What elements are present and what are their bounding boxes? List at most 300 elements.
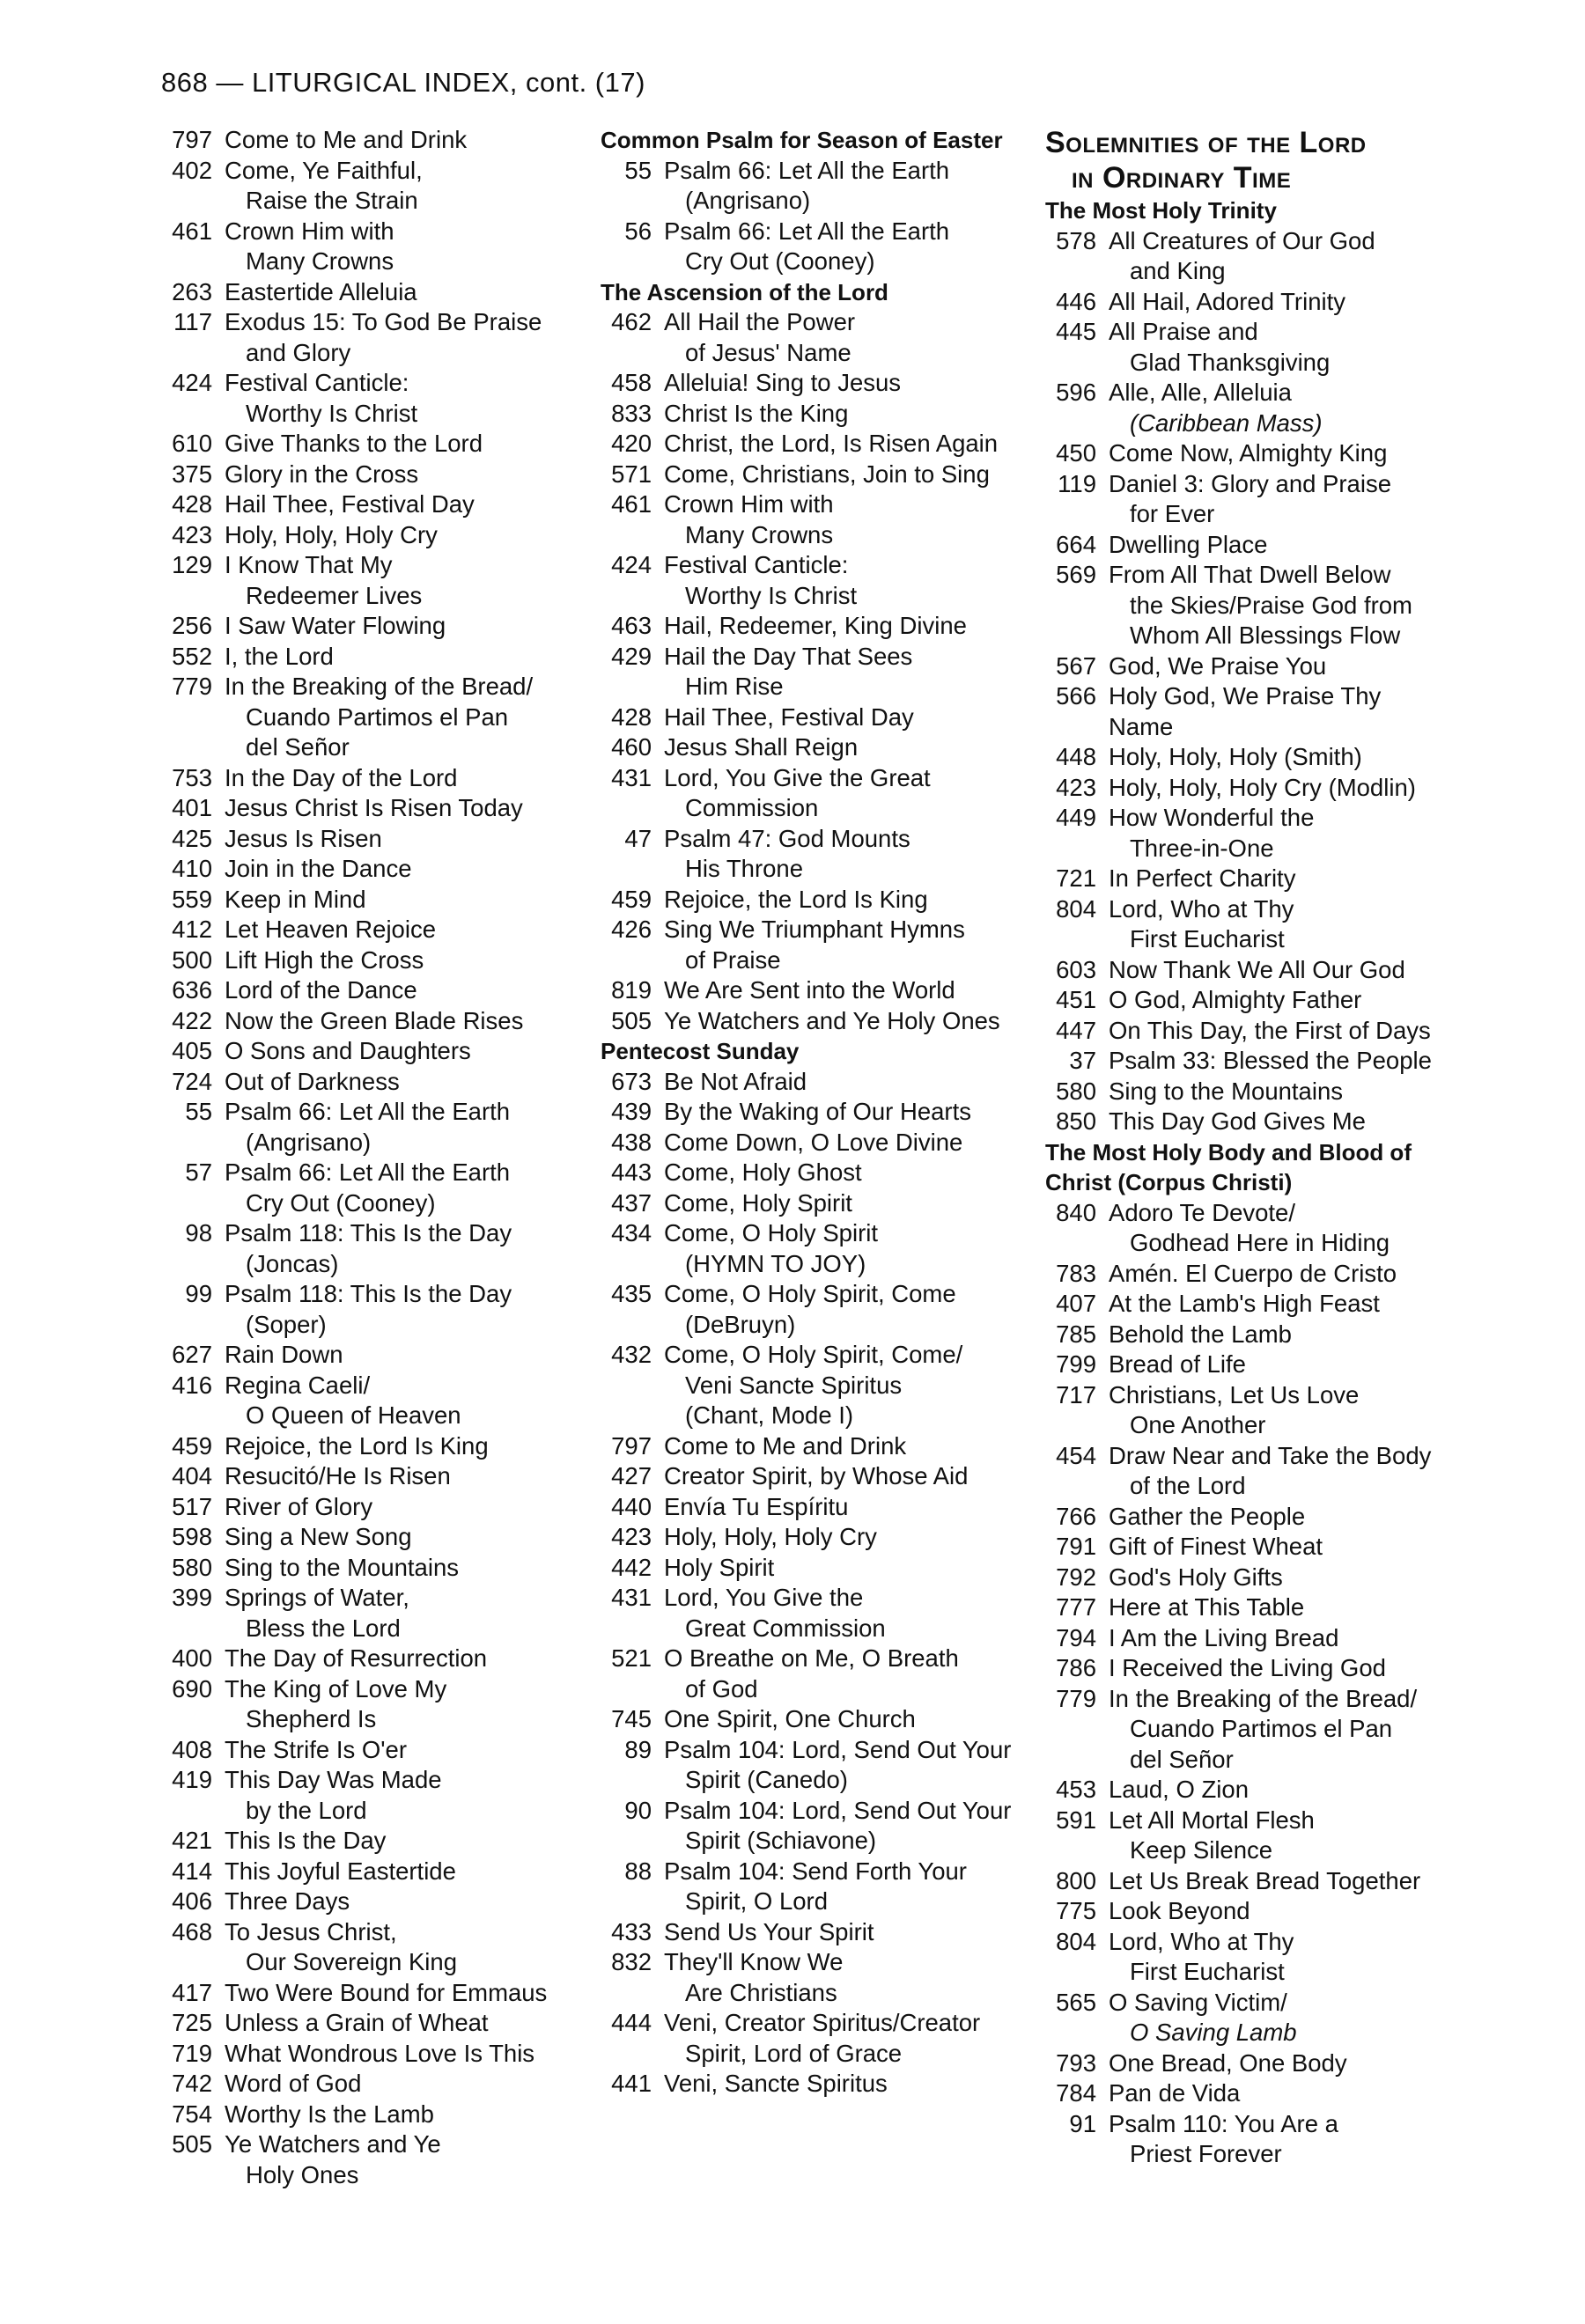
hymn-number: 448 bbox=[1056, 743, 1096, 770]
index-entry bbox=[161, 1461, 575, 1492]
hymn-title-line: Alleluia! Sing to Jesus bbox=[664, 369, 902, 396]
hymn-title-continuation: Spirit (Schiavone) bbox=[685, 1827, 877, 1854]
hymn-number: 460 bbox=[611, 733, 652, 761]
index-entry bbox=[161, 1006, 575, 1037]
hymn-title-continuation: of Praise bbox=[685, 945, 781, 974]
index-entry bbox=[601, 1097, 1023, 1128]
hymn-title bbox=[664, 1431, 1023, 1462]
index-entry bbox=[161, 2129, 575, 2190]
hymn-title-line: Come to Me and Drink bbox=[225, 126, 468, 153]
hymn-number: 719 bbox=[172, 2039, 212, 2067]
index-entry bbox=[1045, 1866, 1441, 1897]
hymn-title bbox=[1109, 530, 1434, 561]
hymn-title bbox=[664, 1340, 1023, 1431]
hymn-title-line: In Perfect Charity bbox=[1109, 864, 1296, 892]
index-entry bbox=[601, 915, 1023, 975]
hymn-title-line: Exodus 15: To God Be Praise bbox=[225, 308, 542, 335]
index-entry bbox=[1045, 378, 1441, 438]
hymn-number: 833 bbox=[611, 399, 652, 427]
hymn-title bbox=[225, 1067, 575, 1098]
index-entry bbox=[1045, 1623, 1441, 1654]
index-entry bbox=[601, 399, 1023, 430]
hymn-title-line: Adoro Te Devote/ bbox=[1109, 1198, 1295, 1226]
hymn-number: 724 bbox=[172, 1067, 212, 1095]
section-title-line-2: in Ordinary Time bbox=[1072, 161, 1292, 195]
hymn-title bbox=[1109, 1927, 1434, 1988]
hymn-title bbox=[225, 550, 575, 611]
hymn-number: 442 bbox=[611, 1553, 652, 1581]
hymn-title-line: Rejoice, the Lord Is King bbox=[225, 1431, 489, 1460]
hymn-title-line: Alle, Alle, Alleluia bbox=[1109, 379, 1292, 406]
hymn-title bbox=[664, 1704, 1023, 1735]
hymn-title-line: The Strife Is O'er bbox=[225, 1735, 407, 1763]
hymn-number: 458 bbox=[611, 369, 652, 396]
hymn-title bbox=[664, 915, 1023, 975]
hymn-title-line: Ye Watchers and Ye Holy Ones bbox=[664, 1006, 1000, 1034]
hymn-title bbox=[1109, 1532, 1434, 1563]
hymn-title-line: Lord, You Give the Great bbox=[664, 763, 931, 791]
hymn-title bbox=[225, 1857, 575, 1887]
hymn-number: 129 bbox=[172, 551, 212, 578]
hymn-title-line: Gift of Finest Wheat bbox=[1109, 1533, 1323, 1560]
hymn-title bbox=[1109, 773, 1434, 804]
hymn-number: 804 bbox=[1056, 894, 1096, 923]
hymn-title bbox=[225, 460, 575, 490]
hymn-title-line: Let All Mortal Flesh bbox=[1109, 1806, 1315, 1834]
hymn-title bbox=[225, 915, 575, 945]
hymn-number: 375 bbox=[172, 460, 212, 488]
hymn-title-continuation: Veni Sancte Spiritus bbox=[685, 1371, 903, 1399]
hymn-title-continuation: His Throne bbox=[685, 855, 803, 882]
hymn-title bbox=[225, 2039, 575, 2070]
hymn-title-line: Lift High the Cross bbox=[225, 945, 424, 974]
hymn-title-line: Psalm 66: Let All the Earth bbox=[225, 1098, 511, 1125]
hymn-title-continuation: (Angrisano) bbox=[685, 187, 811, 214]
hymn-title-line: Laud, O Zion bbox=[1109, 1776, 1249, 1803]
hymn-number: 400 bbox=[172, 1644, 212, 1672]
hymn-title-line: Draw Near and Take the Body bbox=[1109, 1441, 1432, 1469]
hymn-number: 461 bbox=[172, 217, 212, 245]
hymn-title-line: Keep in Mind bbox=[225, 885, 366, 913]
index-entry bbox=[161, 2008, 575, 2039]
hymn-title-line: Holy, Holy, Holy (Smith) bbox=[1109, 743, 1362, 770]
hymn-title-line: Lord of the Dance bbox=[225, 976, 417, 1004]
index-entry bbox=[1045, 1198, 1441, 1259]
hymn-title-line: Springs of Water, bbox=[225, 1584, 409, 1611]
index-entry bbox=[161, 368, 575, 429]
index-entry bbox=[1045, 864, 1441, 894]
hymn-number: 445 bbox=[1056, 318, 1096, 345]
hymn-number: 421 bbox=[172, 1827, 212, 1854]
hymn-title-continuation: Many Crowns bbox=[685, 520, 834, 548]
hymn-title bbox=[1109, 1896, 1434, 1927]
hymn-title-continuation: for Ever bbox=[1130, 500, 1215, 527]
hymn-title bbox=[1109, 378, 1434, 438]
hymn-title bbox=[225, 1218, 575, 1279]
hymn-number: 832 bbox=[611, 1948, 652, 1975]
index-entry bbox=[161, 1371, 575, 1431]
hymn-number: 446 bbox=[1056, 287, 1096, 315]
hymn-title bbox=[664, 702, 1023, 733]
hymn-title-line: They'll Know We bbox=[664, 1948, 844, 1975]
hymn-title-line: Be Not Afraid bbox=[664, 1067, 807, 1095]
hymn-title bbox=[225, 2100, 575, 2130]
hymn-title bbox=[1109, 2078, 1434, 2109]
hymn-title-continuation: Many Crowns bbox=[246, 247, 394, 275]
hymn-title bbox=[664, 1006, 1023, 1037]
page-header: 868 — LITURGICAL INDEX, cont. (17) bbox=[161, 67, 645, 98]
hymn-title-line: Out of Darkness bbox=[225, 1067, 400, 1095]
hymn-title-line: Glory in the Cross bbox=[225, 460, 419, 488]
hymn-title-continuation: Spirit, Lord of Grace bbox=[685, 2039, 903, 2067]
index-entry bbox=[601, 1857, 1023, 1917]
index-entry bbox=[1045, 469, 1441, 530]
hymn-title bbox=[225, 1978, 575, 2009]
hymn-title bbox=[664, 550, 1023, 611]
index-entry bbox=[1045, 1107, 1441, 1137]
index-entry bbox=[1045, 1259, 1441, 1290]
hymn-title-continuation: Redeemer Lives bbox=[246, 581, 423, 609]
index-entry bbox=[601, 1796, 1023, 1857]
hymn-title-continuation: Three-in-One bbox=[1130, 834, 1274, 862]
index-entry bbox=[1045, 1532, 1441, 1563]
hymn-title bbox=[1109, 1563, 1434, 1593]
hymn-title bbox=[225, 307, 575, 368]
hymn-title bbox=[225, 2008, 575, 2039]
hymn-number: 416 bbox=[172, 1371, 212, 1399]
hymn-title-continuation: O Queen of Heaven bbox=[246, 1401, 461, 1429]
index-entry bbox=[1045, 1380, 1441, 1441]
hymn-title bbox=[1109, 560, 1434, 651]
hymn-number: 443 bbox=[611, 1158, 652, 1186]
hymn-title-continuation: (Soper) bbox=[246, 1310, 327, 1338]
index-entry bbox=[1045, 894, 1441, 955]
hymn-number: 435 bbox=[611, 1280, 652, 1307]
hymn-number: 412 bbox=[172, 916, 212, 943]
hymn-title-line: On This Day, the First of Days bbox=[1109, 1016, 1431, 1044]
hymn-number: 88 bbox=[624, 1857, 652, 1885]
hymn-title bbox=[225, 1461, 575, 1492]
hymn-title bbox=[1109, 894, 1434, 955]
hymn-number: 419 bbox=[172, 1766, 212, 1793]
index-entry bbox=[1045, 226, 1441, 287]
index-entry bbox=[161, 1158, 575, 1218]
hymn-title-line: Come to Me and Drink bbox=[664, 1431, 907, 1460]
hymn-title bbox=[1109, 287, 1434, 318]
hymn-number: 427 bbox=[611, 1462, 652, 1489]
hymn-title-line: Two Were Bound for Emmaus bbox=[225, 1978, 548, 2006]
hymn-number: 566 bbox=[1056, 682, 1096, 710]
hymn-title bbox=[664, 460, 1023, 490]
hymn-title-line: Psalm 66: Let All the Earth bbox=[664, 217, 950, 245]
hymn-title bbox=[664, 1553, 1023, 1584]
hymn-title-line: Christ Is the King bbox=[664, 399, 849, 427]
hymn-title-line: In the Breaking of the Bread/ bbox=[225, 673, 534, 700]
hymn-title-line: All Hail the Power bbox=[664, 308, 856, 335]
index-entry bbox=[601, 885, 1023, 916]
hymn-title-continuation: O Saving Lamb bbox=[1130, 2019, 1297, 2046]
index-entry bbox=[1045, 1806, 1441, 1866]
hymn-title bbox=[1109, 1259, 1434, 1290]
hymn-title-line: Rejoice, the Lord Is King bbox=[664, 885, 928, 913]
hymn-title-line: We Are Sent into the World bbox=[664, 976, 955, 1004]
hymn-title-continuation: First Eucharist bbox=[1130, 925, 1285, 952]
hymn-title bbox=[1109, 1320, 1434, 1350]
hymn-number: 754 bbox=[172, 2100, 212, 2128]
index-entry bbox=[1045, 1896, 1441, 1927]
hymn-title bbox=[225, 975, 575, 1006]
hymn-title-line: Envía Tu Espíritu bbox=[664, 1492, 849, 1520]
hymn-title-line: Holy, Holy, Holy Cry bbox=[664, 1523, 877, 1550]
index-entry bbox=[161, 1978, 575, 2009]
hymn-number: 462 bbox=[611, 308, 652, 335]
hymn-number: 47 bbox=[624, 824, 652, 852]
hymn-title bbox=[225, 520, 575, 551]
index-entry bbox=[161, 125, 575, 156]
hymn-title bbox=[1109, 438, 1434, 469]
hymn-title bbox=[1109, 1380, 1434, 1441]
hymn-number: 468 bbox=[172, 1917, 212, 1945]
index-entry bbox=[601, 1340, 1023, 1431]
hymn-title bbox=[1109, 2048, 1434, 2079]
hymn-title bbox=[664, 1492, 1023, 1523]
section-heading: The Ascension of the Lord bbox=[601, 278, 888, 305]
hymn-title-line: Lord, Who at Thy bbox=[1109, 894, 1294, 923]
hymn-number: 850 bbox=[1056, 1107, 1096, 1135]
hymn-title-line: This Day God Gives Me bbox=[1109, 1107, 1366, 1135]
hymn-number: 786 bbox=[1056, 1654, 1096, 1681]
hymn-title bbox=[225, 1006, 575, 1037]
hymn-number: 517 bbox=[172, 1492, 212, 1520]
hymn-number: 745 bbox=[611, 1705, 652, 1732]
hymn-number: 431 bbox=[611, 763, 652, 791]
hymn-title-continuation: Keep Silence bbox=[1130, 1836, 1273, 1864]
hymn-title bbox=[225, 885, 575, 916]
column-3-list bbox=[1045, 195, 1441, 2170]
hymn-title bbox=[664, 763, 1023, 824]
hymn-title bbox=[664, 1522, 1023, 1553]
hymn-number: 775 bbox=[1056, 1897, 1096, 1924]
hymn-title-line: Psalm 66: Let All the Earth bbox=[225, 1158, 511, 1186]
hymn-title bbox=[664, 1097, 1023, 1128]
hymn-title-line: Hail the Day That Sees bbox=[664, 642, 913, 670]
index-entry bbox=[161, 520, 575, 551]
index-entry bbox=[161, 672, 575, 763]
index-entry bbox=[161, 793, 575, 824]
index-entry bbox=[601, 1947, 1023, 2008]
hymn-title-line: Veni, Sancte Spiritus bbox=[664, 2070, 888, 2097]
hymn-number: 797 bbox=[611, 1431, 652, 1460]
index-entry bbox=[601, 763, 1023, 824]
hymn-title bbox=[1109, 651, 1434, 682]
hymn-title bbox=[225, 1279, 575, 1340]
section-heading: The Most Holy Body and Blood of Christ (Corpus Christi) bbox=[1045, 1138, 1412, 1195]
hymn-number: 424 bbox=[611, 551, 652, 578]
hymn-title-line: Unless a Grain of Wheat bbox=[225, 2009, 489, 2036]
hymn-title bbox=[664, 368, 1023, 399]
hymn-title-line: I Know That My bbox=[225, 551, 393, 578]
hymn-title-continuation: of the Lord bbox=[1130, 1472, 1246, 1499]
index-entry bbox=[1045, 2078, 1441, 2109]
hymn-number: 256 bbox=[172, 612, 212, 639]
hymn-title bbox=[664, 1796, 1023, 1857]
hymn-number: 779 bbox=[172, 673, 212, 700]
index-entry bbox=[1045, 651, 1441, 682]
hymn-title bbox=[664, 1218, 1023, 1279]
hymn-number: 591 bbox=[1056, 1806, 1096, 1834]
hymn-number: 91 bbox=[1069, 2109, 1096, 2137]
section-heading: Pentecost Sunday bbox=[601, 1038, 800, 1064]
hymn-title-continuation: Cry Out (Cooney) bbox=[246, 1188, 436, 1217]
hymn-title-continuation: Commission bbox=[685, 794, 819, 821]
section-heading: The Most Holy Trinity bbox=[1045, 197, 1277, 224]
hymn-title-line: Give Thanks to the Lord bbox=[225, 430, 483, 457]
index-entry bbox=[161, 277, 575, 308]
hymn-number: 402 bbox=[172, 156, 212, 184]
hymn-title bbox=[225, 217, 575, 277]
hymn-number: 434 bbox=[611, 1219, 652, 1247]
index-entry bbox=[161, 1583, 575, 1644]
hymn-title-line: Sing a New Song bbox=[225, 1523, 412, 1550]
hymn-title-line: God's Holy Gifts bbox=[1109, 1563, 1283, 1591]
hymn-title-continuation: Priest Forever bbox=[1130, 2140, 1282, 2167]
index-entry bbox=[601, 2008, 1023, 2069]
index-entry bbox=[601, 642, 1023, 702]
hymn-title-continuation: First Eucharist bbox=[1130, 1958, 1285, 1985]
hymn-number: 777 bbox=[1056, 1593, 1096, 1621]
hymn-title-continuation: del Señor bbox=[246, 733, 350, 761]
hymn-title-continuation: Great Commission bbox=[685, 1614, 886, 1642]
index-entry bbox=[601, 1431, 1023, 1462]
hymn-title-line: Come, O Holy Spirit, Come/ bbox=[664, 1341, 963, 1368]
index-entry bbox=[161, 156, 575, 217]
hymn-title bbox=[1109, 317, 1434, 378]
hymn-title bbox=[1109, 1198, 1434, 1259]
hymn-title bbox=[225, 1158, 575, 1218]
index-entry bbox=[1045, 530, 1441, 561]
hymn-title-line: Come Now, Almighty King bbox=[1109, 439, 1388, 467]
hymn-number: 610 bbox=[172, 430, 212, 457]
hymn-title bbox=[664, 1735, 1023, 1796]
hymn-number: 779 bbox=[1056, 1684, 1096, 1712]
hymn-title-line: Lord, You Give the bbox=[664, 1584, 864, 1611]
index-entry bbox=[601, 824, 1023, 885]
index-entry bbox=[1045, 287, 1441, 318]
index-entry bbox=[601, 1644, 1023, 1704]
hymn-number: 444 bbox=[611, 2009, 652, 2036]
hymn-number: 431 bbox=[611, 1584, 652, 1611]
hymn-title bbox=[225, 824, 575, 855]
hymn-title bbox=[1109, 1684, 1434, 1776]
index-entry bbox=[1045, 1502, 1441, 1533]
hymn-title bbox=[664, 975, 1023, 1006]
hymn-title-line: Psalm 110: You Are a bbox=[1109, 2109, 1338, 2137]
hymn-title bbox=[225, 368, 575, 429]
hymn-title-continuation: Glad Thanksgiving bbox=[1130, 348, 1331, 376]
hymn-title bbox=[664, 732, 1023, 763]
hymn-number: 721 bbox=[1056, 864, 1096, 892]
index-entry bbox=[161, 945, 575, 976]
hymn-title-continuation: Cuando Partimos el Pan bbox=[1130, 1715, 1393, 1742]
index-entry bbox=[1045, 1077, 1441, 1107]
hymn-title-line: Crown Him with bbox=[664, 490, 834, 518]
index-entry bbox=[161, 1735, 575, 1766]
hymn-title-line: This Day Was Made bbox=[225, 1766, 442, 1793]
hymn-number: 454 bbox=[1056, 1441, 1096, 1469]
hymn-title-line: Amén. El Cuerpo de Cristo bbox=[1109, 1259, 1397, 1287]
index-entry bbox=[161, 1218, 575, 1279]
hymn-number: 432 bbox=[611, 1341, 652, 1368]
hymn-title-line: Creator Spirit, by Whose Aid bbox=[664, 1462, 969, 1489]
index-entry bbox=[161, 1067, 575, 1098]
hymn-number: 794 bbox=[1056, 1623, 1096, 1651]
hymn-title-continuation: Godhead Here in Hiding bbox=[1130, 1229, 1390, 1256]
index-entry bbox=[161, 975, 575, 1006]
hymn-number: 627 bbox=[172, 1341, 212, 1368]
hymn-number: 505 bbox=[611, 1006, 652, 1034]
hymn-title bbox=[225, 1735, 575, 1766]
hymn-title-continuation: Whom All Blessings Flow bbox=[1130, 621, 1401, 649]
index-entry bbox=[1045, 1016, 1441, 1047]
index-entry bbox=[601, 217, 1023, 277]
index-entry bbox=[1045, 773, 1441, 804]
hymn-title-line: The King of Love My bbox=[225, 1674, 447, 1703]
index-entry bbox=[601, 1218, 1023, 1279]
section-title-line-1: Solemnities of the Lord bbox=[1045, 126, 1367, 159]
hymn-title-line: Ye Watchers and Ye bbox=[225, 2130, 441, 2158]
hymn-title-continuation: of Jesus' Name bbox=[685, 338, 851, 366]
hymn-number: 263 bbox=[172, 277, 212, 305]
hymn-title bbox=[225, 429, 575, 460]
index-entry bbox=[161, 429, 575, 460]
hymn-title-continuation: and King bbox=[1130, 257, 1226, 284]
hymn-title bbox=[664, 1857, 1023, 1917]
hymn-number: 119 bbox=[1058, 469, 1096, 497]
hymn-number: 406 bbox=[172, 1887, 212, 1915]
hymn-title-continuation: (Chant, Mode I) bbox=[685, 1401, 854, 1429]
hymn-title bbox=[1109, 2109, 1434, 2170]
hymn-number: 565 bbox=[1056, 1988, 1096, 2016]
hymn-number: 37 bbox=[1069, 1047, 1096, 1074]
index-entry bbox=[1045, 955, 1441, 986]
hymn-title-line: Holy Spirit bbox=[664, 1553, 775, 1581]
hymn-title-line: Here at This Table bbox=[1109, 1593, 1305, 1621]
index-entry bbox=[161, 1340, 575, 1371]
hymn-title-line: Jesus Is Risen bbox=[225, 824, 382, 852]
hymn-title-continuation: (Caribbean Mass) bbox=[1130, 408, 1323, 437]
hymn-number: 559 bbox=[172, 885, 212, 913]
hymn-title-line: Pan de Vida bbox=[1109, 2079, 1241, 2107]
hymn-title-continuation: Spirit, O Lord bbox=[685, 1887, 829, 1915]
hymn-title bbox=[225, 1886, 575, 1917]
hymn-title-continuation: the Skies/Praise God from bbox=[1130, 591, 1412, 619]
hymn-number: 423 bbox=[611, 1523, 652, 1550]
hymn-title bbox=[1109, 469, 1434, 530]
hymn-title-line: Psalm 118: This Is the Day bbox=[225, 1280, 512, 1307]
hymn-title bbox=[1109, 226, 1434, 287]
hymn-title bbox=[1109, 1107, 1434, 1137]
hymn-number: 450 bbox=[1056, 439, 1096, 467]
hymn-title bbox=[1109, 803, 1434, 864]
hymn-title bbox=[225, 1036, 575, 1067]
index-entry bbox=[161, 2100, 575, 2130]
hymn-title bbox=[225, 1522, 575, 1553]
hymn-number: 603 bbox=[1056, 955, 1096, 983]
hymn-title bbox=[664, 307, 1023, 368]
hymn-title-line: Festival Canticle: bbox=[225, 369, 409, 396]
index-entry bbox=[1045, 1988, 1441, 2048]
hymn-title bbox=[225, 642, 575, 673]
